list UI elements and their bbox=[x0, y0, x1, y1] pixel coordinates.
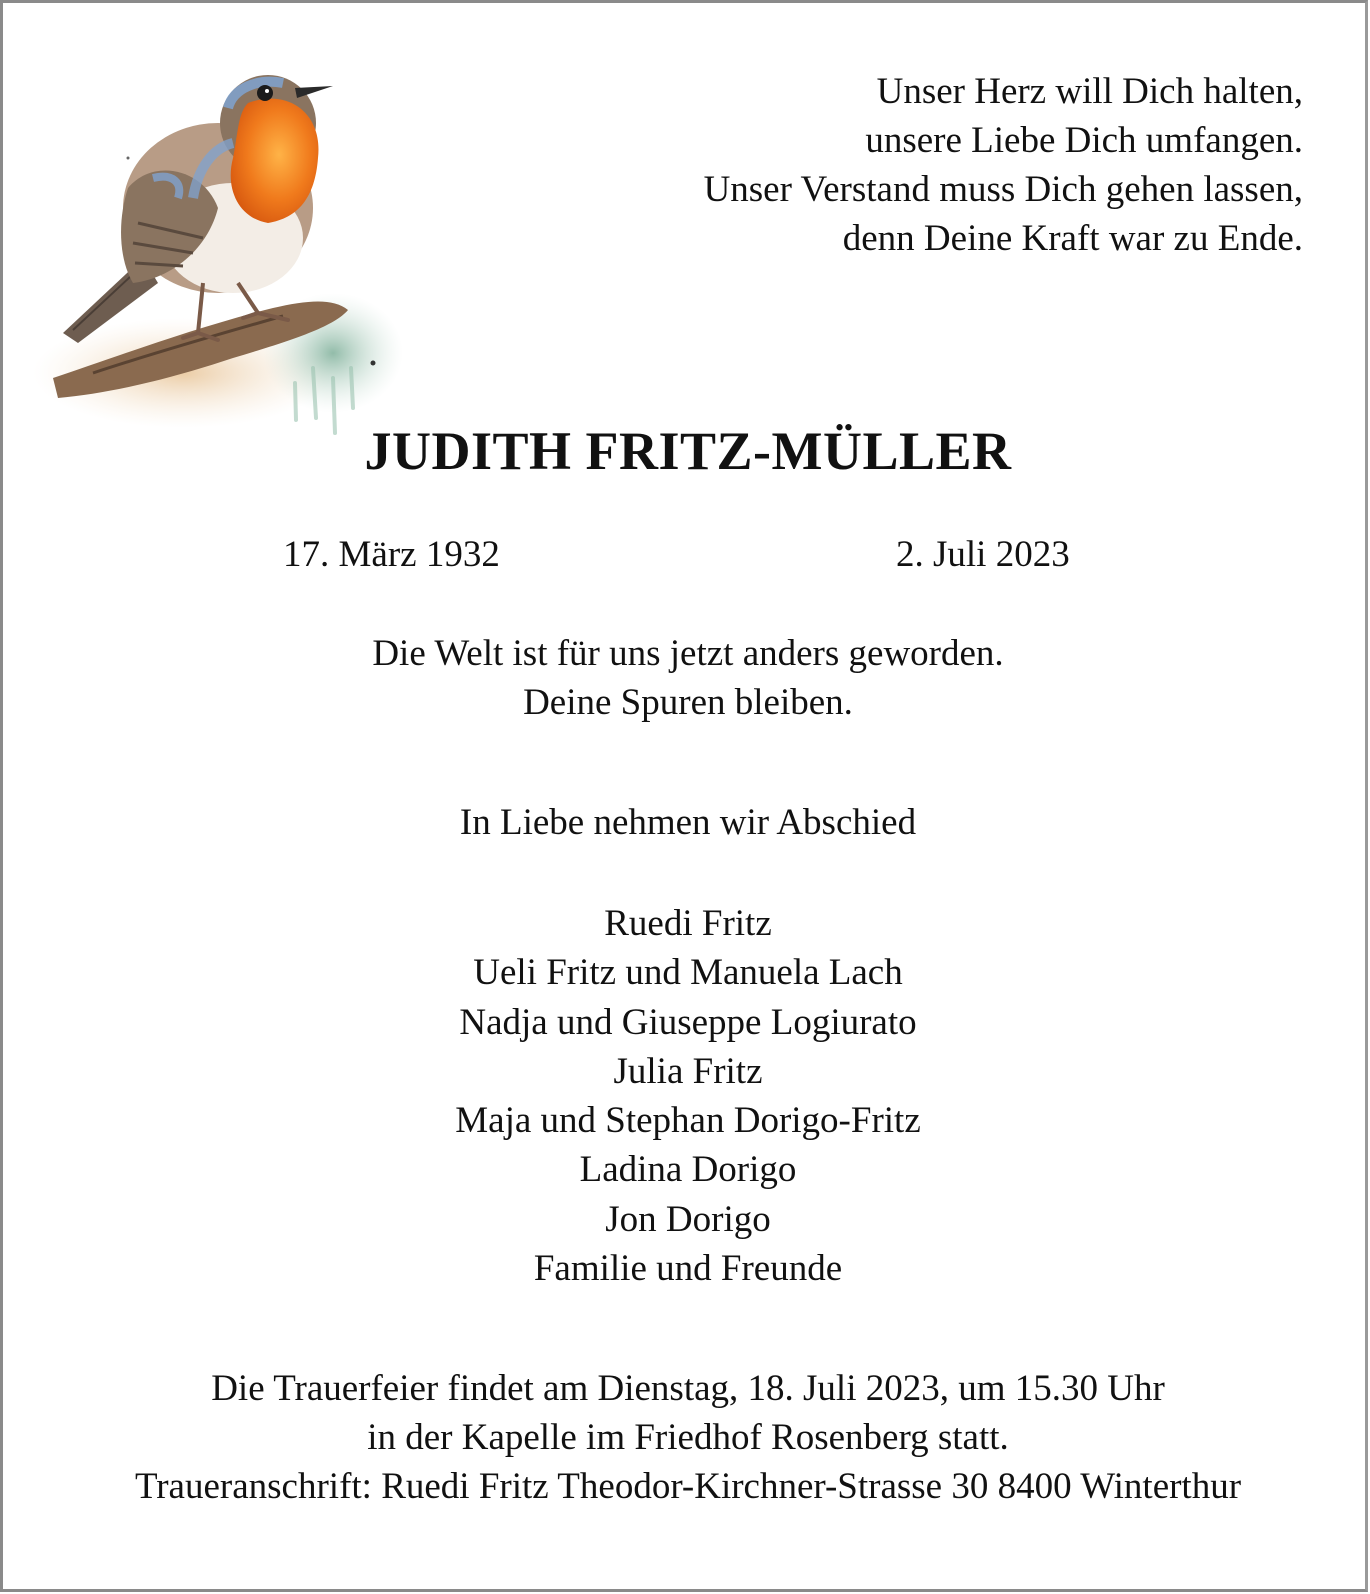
mourner: Maja und Stephan Dorigo-Fritz bbox=[455, 1100, 921, 1142]
mourner: Ueli Fritz und Manuela Lach bbox=[473, 952, 903, 994]
mourner: Nadja und Giuseppe Logiurato bbox=[459, 1001, 917, 1043]
service-line: in der Kapelle im Friedhof Rosenberg statt. bbox=[367, 1417, 1009, 1458]
poem-line: Unser Herz will Dich halten, bbox=[876, 71, 1303, 112]
quote-line: Deine Spuren bleiben. bbox=[523, 682, 853, 723]
poem-line: Unser Verstand muss Dich gehen lassen, bbox=[703, 169, 1303, 210]
poem bbox=[704, 67, 1303, 263]
service-line: Die Trauerfeier findet am Dienstag, 18. Juli 2023, um 15.30 Uhr bbox=[211, 1368, 1165, 1409]
service-info bbox=[3, 1364, 1370, 1511]
poem-line: denn Deine Kraft war zu Ende. bbox=[842, 218, 1303, 259]
mourner: Familie und Freunde bbox=[533, 1248, 843, 1290]
poem-line: unsere Liebe Dich umfangen. bbox=[865, 120, 1303, 161]
memorial-quote bbox=[3, 629, 1370, 727]
mourner: Julia Fritz bbox=[613, 1050, 763, 1092]
death-date: 2. Juli 2023 bbox=[896, 534, 1070, 575]
birth-date: 17. März 1932 bbox=[283, 534, 500, 575]
mourners-list bbox=[3, 899, 1370, 1293]
mourner: Ruedi Fritz bbox=[604, 903, 772, 944]
service-address: Traueranschrift: Ruedi Fritz Theodor-Kirchner-Strasse 30 8400 Winterthur bbox=[134, 1466, 1242, 1507]
farewell-text: In Liebe nehmen wir Abschied bbox=[459, 802, 917, 843]
mourner: Ladina Dorigo bbox=[579, 1149, 797, 1191]
robin-bird-icon bbox=[33, 48, 423, 443]
quote-line: Die Welt ist für uns jetzt anders geworden. bbox=[372, 633, 1004, 674]
mourner: Jon Dorigo bbox=[605, 1198, 771, 1240]
deceased-name: JUDITH FRITZ-MÜLLER bbox=[364, 421, 1012, 481]
